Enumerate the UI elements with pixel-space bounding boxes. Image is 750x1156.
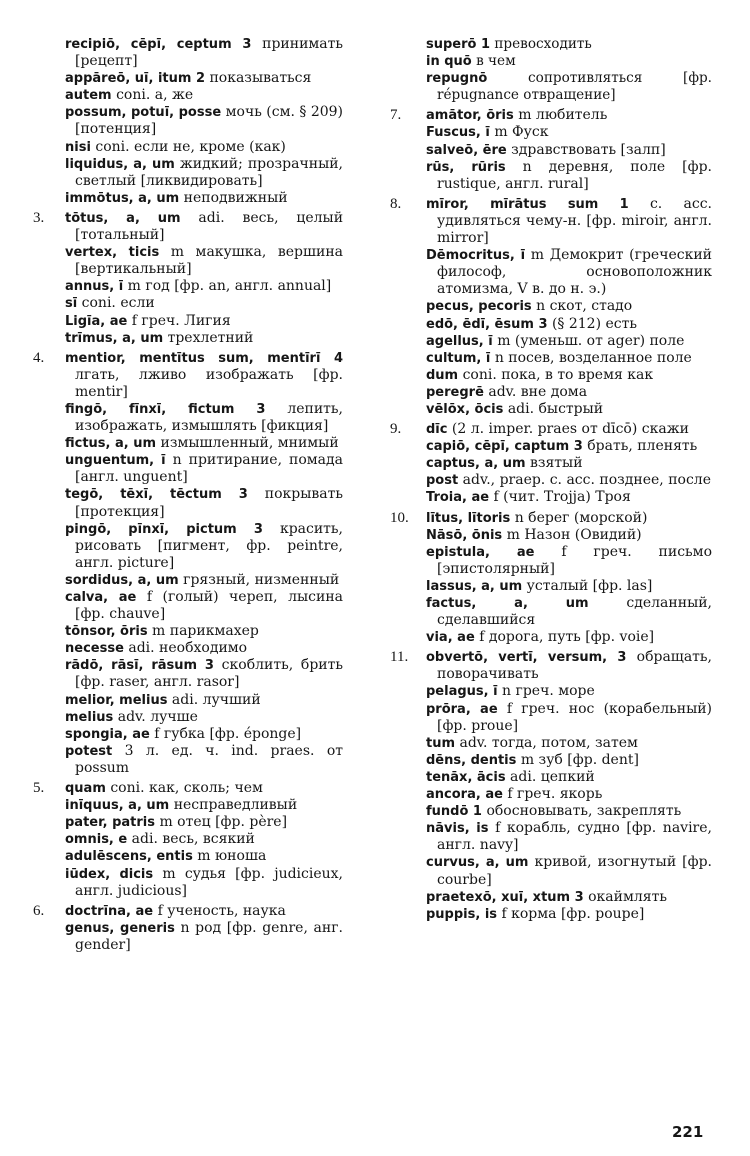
headword: lassus, a, um [426,578,523,594]
lesson-group [33,350,343,777]
dictionary-entry [390,350,712,367]
headword: superō 1 [426,37,491,52]
definition: m юноша [197,848,267,865]
headword: prōra, ae [426,701,498,717]
definition: f дорога, путь [фр. voie] [479,629,655,646]
headword: ancora, ae [426,787,503,803]
definition: лепить, изображать, измышлять [фикция] [75,400,343,435]
headword: curvus, a, um [426,855,529,871]
definition: coni. если не, кроме (как) [95,138,286,155]
definition: f греч. нос (корабельный) [фр. proue] [437,700,713,734]
definition: f греч. якорь [507,786,603,803]
dictionary-entry [33,401,343,435]
lesson-group [390,649,712,923]
dictionary-entry [390,629,712,646]
definition: f (голый) череп, лысина [фр. chauve] [75,589,344,623]
definition: m любитель [518,107,608,124]
headword: amātor, ōris [426,108,514,124]
definition: неподвижный [183,189,288,206]
definition: adv. вне дома [488,383,588,400]
headword: melius [65,709,114,725]
definition: f (чит. Trojja) Троя [493,489,631,506]
lesson-number: 11. [390,649,409,666]
dictionary-entry [33,780,343,797]
lesson-group [390,510,712,647]
headword: captus, a, um [426,456,526,472]
dictionary-entry [390,36,712,53]
dictionary-entry [390,316,712,333]
headword: appāreō, uī, itum 2 [65,71,205,87]
headword: doctrīna, ae [65,903,154,919]
headword: Troia, ae [426,490,490,506]
definition: adv. лучше [117,708,198,725]
dictionary-entry [33,278,343,295]
definition: adi. весь, целый [тотальный] [75,209,344,244]
dictionary-entry [390,510,712,527]
definition: скоблить, брить [фр. raser, англ. rasor] [75,657,343,691]
dictionary-entry [33,848,343,865]
headword: unguentum, ī [65,453,166,469]
definition: лгать, лживо изображать [фр. mentir] [75,366,343,400]
lesson-group [390,196,712,418]
definition: f корабль, судно [фр. navire, англ. navy] [437,820,712,854]
lesson-number: 5. [33,780,45,797]
lesson-group [390,107,712,192]
headword: vēlōx, ōcis [426,401,504,417]
dictionary-entry [390,333,712,350]
dictionary-entry [33,692,343,709]
lesson-group [33,36,343,207]
dictionary-entry [33,244,343,278]
dictionary-entry [390,701,712,735]
headword: capiō, cēpī, captum 3 [426,439,583,455]
headword: mentior, mentītus sum, mentīrī 4 [65,350,343,366]
lesson-group [390,421,712,506]
dictionary-entry [390,489,712,506]
headword: nisi [65,139,91,155]
definition: n притирание, помада [англ. unguent] [75,452,343,486]
definition: в чем [476,53,516,70]
dictionary-entry [33,36,343,70]
definition: обосновывать, закреплять [486,803,682,820]
headword: lītus, lītoris [426,510,511,526]
headword: in quō [426,54,472,70]
dictionary-entry [390,159,712,193]
headword: tōtus, a, um [65,210,181,226]
definition: m судья [фр. judicieux, англ. judicious] [75,865,343,899]
dictionary-entry [33,190,343,207]
lesson-number: 7. [390,107,402,124]
dictionary-entry [390,438,712,455]
definition: m макушка, вершина [вертикальный] [75,244,344,278]
dictionary-entry [390,544,712,578]
dictionary-entry [390,107,712,124]
dictionary-entry [33,313,343,330]
definition: adv. тогда, потом, затем [459,734,638,751]
headword: rūs, rūris [426,159,506,175]
dictionary-entry [33,797,343,814]
headword: vertex, ticis [65,245,160,261]
dictionary-entry [33,70,343,87]
headword: dīc [426,422,448,438]
definition: coni. пока, в то время как [462,366,654,383]
headword: tum [426,735,456,751]
headword: pingō, pīnxī, pictum 3 [65,521,263,537]
dictionary-entry [390,247,712,298]
definition: окаймлять [588,888,667,905]
definition: f корма [фр. poupe] [501,905,645,922]
definition: n посев, возделанное поле [494,349,692,366]
headword: fictus, a, um [65,436,157,452]
dictionary-entry [33,521,343,572]
lesson-number: 4. [33,349,45,366]
definition: m Назон (Овидий) [506,526,642,543]
definition: f ученость, наука [157,902,286,919]
definition: кривой, изогнутый [фр. courbe] [437,854,712,888]
headword: post [426,473,459,489]
definition: f губка [фр. éponge] [154,725,302,742]
dictionary-entry [33,657,343,691]
definition: сделанный, сделавшийся [437,595,712,629]
dictionary-entry [390,752,712,769]
dictionary-entry [390,820,712,854]
dictionary-entry [33,572,343,589]
dictionary-entry [390,124,712,141]
dictionary-entry [33,814,343,831]
headword: factus, a, um [426,596,589,611]
dictionary-entry [33,743,343,777]
headword: pater, patris [65,815,155,831]
dictionary-entry [390,649,712,683]
definition: adi. весь, всякий [131,831,255,848]
dictionary-entry [33,350,343,401]
definition: несправедливый [173,797,298,814]
headword: peregrē [426,384,484,400]
lesson-group [390,36,712,104]
headword: sī [65,296,78,312]
definition: (§ 212) есть [551,315,637,332]
dictionary-entry [33,866,343,900]
dictionary-entry [390,595,712,629]
definition: m год [фр. an, англ. annual] [127,278,332,295]
definition: m Фуск [494,124,549,141]
dictionary-entry [33,623,343,640]
right-column [390,36,712,926]
lesson-number: 10. [390,509,409,526]
headword: genus, generis [65,920,175,936]
headword: necesse [65,641,124,657]
definition: f греч. Лигия [131,312,231,329]
headword: salveō, ēre [426,142,507,158]
definition: m зуб [фр. dent] [520,751,639,768]
dictionary-entry [33,87,343,104]
headword: possum, potuī, posse [65,105,222,121]
headword: fundō 1 [426,804,482,820]
headword: spongia, ae [65,726,150,742]
headword: calva, ae [65,590,137,605]
headword: inīquus, a, um [65,798,170,814]
headword: omnis, e [65,832,128,848]
headword: trīmus, a, um [65,330,164,346]
dictionary-entry [390,472,712,489]
dictionary-entry [33,139,343,156]
definition: обращать, поворачивать [437,649,712,683]
headword: pelagus, ī [426,684,498,700]
dictionary-entry [390,786,712,803]
headword: praetexō, xuī, xtum 3 [426,889,584,905]
headword: mīror, mīrātus sum 1 [426,196,629,212]
lesson-number: 6. [33,902,45,919]
dictionary-entry [33,831,343,848]
definition: m (уменьш. от ager) поле [497,332,685,349]
headword: nāvis, is [426,821,489,837]
headword: dum [426,367,459,383]
definition: adi. цепкий [510,768,595,785]
dictionary-entry [33,903,343,920]
dictionary-entry [33,435,343,452]
definition: сопротивляться [фр. répugnance отвращение] [437,70,713,104]
definition: принимать [рецепт] [75,36,343,70]
dictionary-entry [390,53,712,70]
headword: Dēmocritus, ī [426,248,526,264]
headword: annus, ī [65,279,124,295]
dictionary-entry [33,920,343,954]
dictionary-entry [390,769,712,786]
headword: puppis, is [426,906,498,922]
definition: adi. лучший [171,691,261,708]
definition: жидкий; прозрачный, светлый [ликвидировать] [75,155,343,189]
headword: Nāsō, ōnis [426,527,503,543]
headword: repugnō [426,71,488,87]
headword: adulēscens, entis [65,849,193,865]
headword: autem [65,88,112,104]
lesson-group [33,903,343,954]
dictionary-entry [33,330,343,347]
headword: epistula, ae [426,544,535,560]
definition: брать, пленять [587,438,698,455]
definition: 3 л. ед. ч. ind. praes. от possum [75,742,344,776]
dictionary-entry [33,295,343,312]
definition: n греч. море [502,683,595,700]
dictionary-entry [33,486,343,520]
headword: tōnsor, ōris [65,624,148,640]
dictionary-entry [390,384,712,401]
headword: rādō, rāsī, rāsum 3 [65,658,214,674]
page-number: 221 [672,1123,704,1141]
headword: liquidus, a, um [65,156,175,172]
dictionary-entry [390,803,712,820]
definition: n скот, стадо [536,298,633,315]
dictionary-entry [390,906,712,923]
definition: f греч. письмо [эпистолярный] [437,543,712,577]
dictionary-entry [33,640,343,657]
definition: adi. необходимо [128,640,248,657]
definition: покрывать [протекция] [75,486,343,520]
definition: показываться [209,70,312,87]
headword: quam [65,781,106,797]
headword: via, ae [426,630,475,646]
dictionary-entry [33,452,343,486]
headword: dēns, dentis [426,752,517,768]
left-column [33,36,343,957]
dictionary-entry [33,709,343,726]
headword: Ligīa, ae [65,313,128,329]
dictionary-entry [390,854,712,888]
headword: potest [65,743,113,759]
definition: coni. а, же [116,87,194,104]
definition: (2 л. imper. praes от dīcō) скажи [451,421,689,438]
dictionary-entry [390,578,712,595]
lesson-number: 3. [33,209,45,226]
dictionary-entry [33,210,343,244]
dictionary-entry [33,726,343,743]
definition: coni. если [81,295,155,312]
definition: трехлетний [167,329,254,346]
lesson-number: 9. [390,421,402,438]
headword: iūdex, dicis [65,866,154,882]
dictionary-entry [390,455,712,472]
dictionary-entry [390,683,712,700]
dictionary-entry [390,401,712,418]
headword: immōtus, a, um [65,190,180,206]
definition: взятый [529,455,583,472]
dictionary-entry [390,196,712,247]
definition: adi. быстрый [507,400,604,417]
headword: edō, ēdī, ēsum 3 [426,316,548,332]
headword: fingō, fīnxī, fictum 3 [65,401,266,417]
definition: m парикмахер [152,623,259,640]
headword: sordidus, a, um [65,572,179,588]
dictionary-entry [390,527,712,544]
headword: agellus, ī [426,333,493,349]
dictionary-entry [390,889,712,906]
definition: n деревня, поле [фр. rustique, англ. rural] [437,158,713,192]
lesson-group [33,210,343,347]
headword: tegō, tēxī, tēctum 3 [65,487,248,503]
dictionary-entry [390,142,712,159]
definition: n род [фр. genre, анг. gender] [75,919,344,953]
dictionary-entry [390,421,712,438]
dictionary-entry [390,735,712,752]
headword: tenāx, ācis [426,769,506,785]
definition: здравствовать [залп] [511,141,666,158]
definition: красить, рисовать [пигмент, фр. peintre, англ. picture] [75,520,343,571]
dictionary-entry [33,589,343,623]
definition: измышленный, мнимый [160,435,339,452]
definition: coni. как, сколь; чем [110,780,263,797]
dictionary-entry [390,367,712,384]
lesson-number: 8. [390,195,402,212]
dictionary-entry [390,298,712,315]
headword: pecus, pecoris [426,299,532,315]
lesson-group [33,780,343,900]
dictionary-entry [390,70,712,104]
definition: c. acc. удивляться чему-н. [фр. miroir, англ. mirror] [437,195,712,247]
dictionary-entry [33,156,343,190]
definition: m Демокрит (греческий философ, основоположник атомизма, V в. до н. э.) [437,247,712,298]
definition: превосходить [494,36,592,52]
definition: усталый [фр. las] [526,577,653,594]
definition: adv., praep. c. acc. позднее, после [462,472,711,489]
headword: recipiō, cēpī, ceptum 3 [65,37,252,52]
headword: cultum, ī [426,350,491,366]
definition: m отец [фр. père] [159,814,288,831]
definition: мочь (см. § 209) [потенция] [75,104,344,138]
dictionary-entry [33,104,343,138]
definition: грязный, низменный [183,571,340,588]
headword: Fuscus, ī [426,125,490,141]
definition: n берег (морской) [514,509,648,526]
headword: obvertō, vertī, versum, 3 [426,650,627,666]
headword: melior, melius [65,692,168,708]
